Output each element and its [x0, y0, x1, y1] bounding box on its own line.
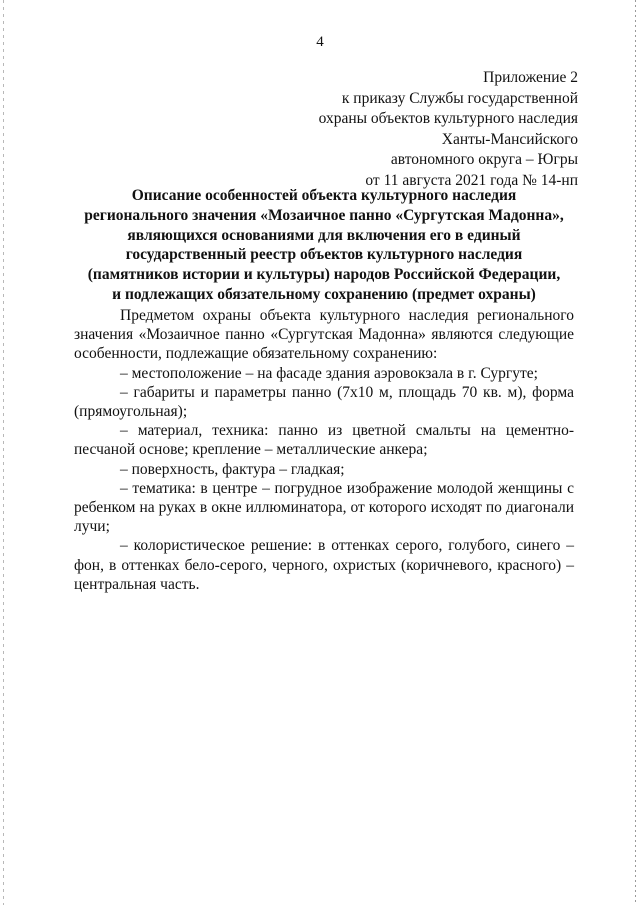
heading-line: (памятников истории и культуры) народов Российской Федерации, [87, 266, 561, 284]
heading-line: являющихся основаниями для включения его в единый [127, 226, 521, 244]
body-paragraph-theme: – тематика: в центре – погрудное изображение молодой женщины с ребенком на руках в окне иллюминатора, от которого исходят по диагонали лучи; [74, 479, 574, 536]
appendix-line: Приложение 2 [483, 69, 578, 86]
body-paragraph-material: – материал, техника: панно из цветной смальты на цементно-песчаной основе; крепление – металлические анкера; [74, 422, 574, 459]
body-paragraph-dimensions: – габариты и параметры панно (7х10 м, площадь 70 кв. м), форма (прямоугольная); [74, 383, 574, 421]
body-paragraph-color: – колористическое решение: в оттенках серого, голубого, синего – фон, в оттенках бело-серого, черного, охристых (коричневого, красного) – центральная часть. [74, 537, 574, 593]
heading-line: регионального значения «Мозаичное панно «Сургутская Мадонна», [84, 206, 564, 224]
heading-line: и подлежащих обязательному сохранению (предмет охраны) [112, 285, 536, 303]
scan-edge-right [635, 0, 636, 905]
appendix-line: Ханты-Мансийского [441, 130, 578, 148]
body-paragraph-location: – местоположение – на фасаде здания аэровокзала в г. Сургуте; [120, 364, 538, 382]
page-number: 4 [316, 34, 324, 50]
heading-line: Описание особенностей объекта культурного наследия [131, 187, 517, 204]
appendix-block [258, 68, 578, 191]
scan-edge-left [3, 0, 4, 905]
document-body [74, 306, 574, 594]
appendix-line: от 11 августа 2021 года № 14-нп [365, 171, 578, 189]
document-heading [74, 186, 574, 305]
body-paragraph-surface: – поверхность, фактура – гладкая; [120, 460, 345, 478]
appendix-line: автономного округа – Югры [390, 151, 578, 168]
body-paragraph-intro: Предметом охраны объекта культурного наследия регионального значения «Мозаичное панно «Сургутская Мадонна» являются следующие особенности, подлежащие обязательному сохранению: [74, 307, 574, 363]
appendix-line: к приказу Службы государственной [341, 89, 578, 107]
appendix-line: охраны объектов культурного наследия [318, 110, 578, 127]
heading-line: государственный реестр объектов культурного наследия [125, 246, 523, 264]
